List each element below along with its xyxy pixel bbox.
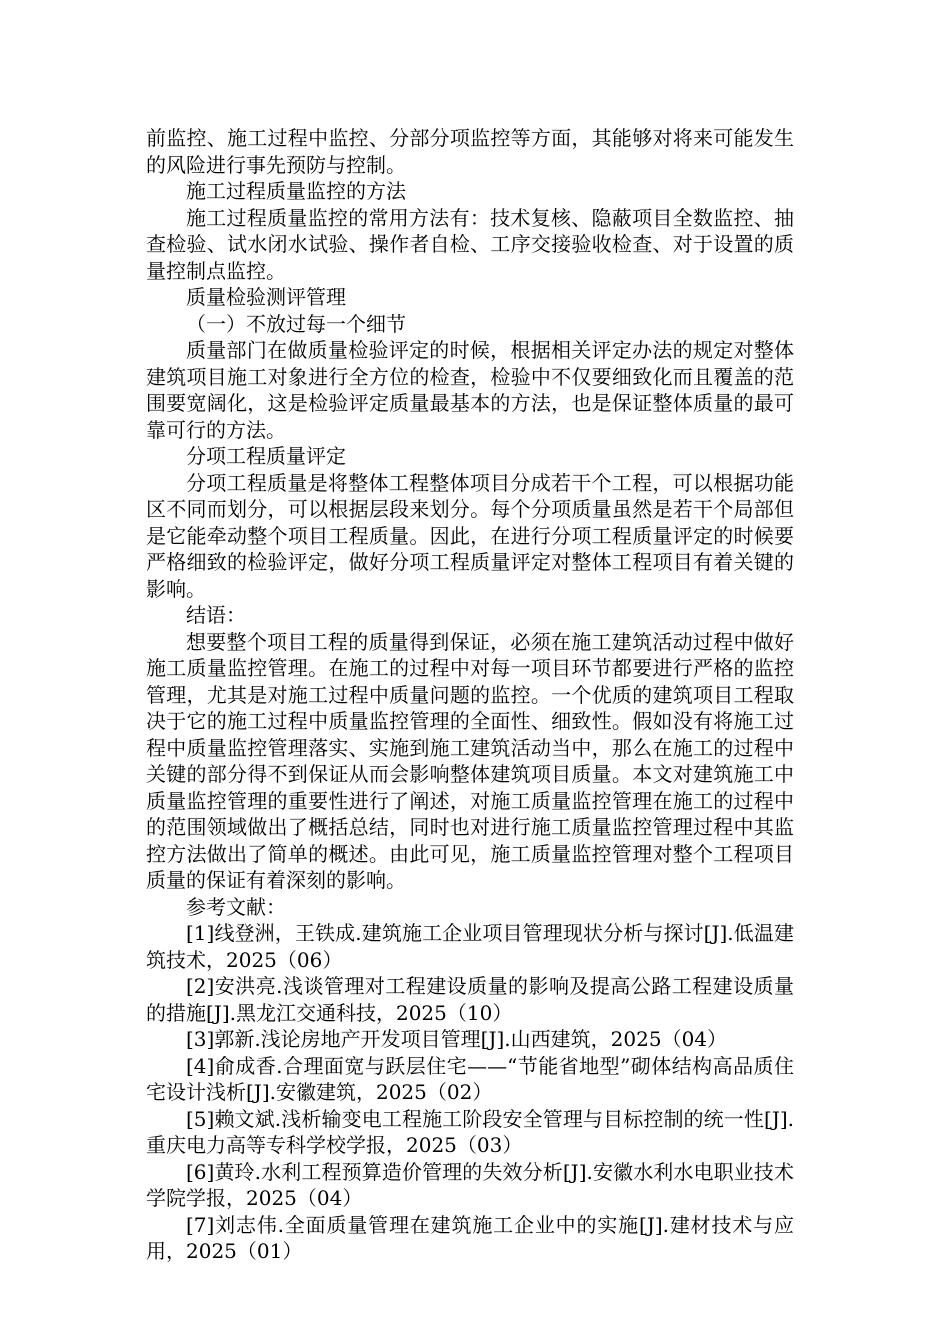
reference-item: [3]郭新.浅论房地产开发项目管理[J].山西建筑，2025（04） xyxy=(186,1027,728,1051)
heading-monitoring-method: 施工过程质量监控的方法 xyxy=(186,179,406,203)
paragraph-continued: 前监控、施工过程中监控、分部分项监控等方面，其能够对将来可能发生的风险进行事先预防与控制。 xyxy=(146,126,794,177)
reference-item: [4]俞成香.合理面宽与跃层住宅——“节能省地型”砌体结构高品质住宅设计浅析[J].安徽建筑，2025（02） xyxy=(146,1053,794,1104)
heading-every-detail: （一）不放过每一个细节 xyxy=(186,311,406,336)
reference-item: [6]黄玲.水利工程预算造价管理的失效分析[J].安徽水利水电职业技术学院学报，2025（04） xyxy=(146,1159,794,1210)
heading-conclusion: 结语： xyxy=(186,603,246,627)
reference-item: [5]赖文斌.浅析输变电工程施工阶段安全管理与目标控制的统一性[J].重庆电力高等专科学校学报，2025（03） xyxy=(146,1106,794,1157)
heading-references: 参考文献： xyxy=(186,894,286,919)
paragraph-subitem-evaluation: 分项工程质量是将整体工程整体项目分成若干个工程，可以根据功能区不同而划分，可以根据层段来划分。每个分项质量虽然是若干个局部但是它能牵动整个项目工程质量。因此，在进行分项工程质量评定的时候要严格细致的检验评定，做好分项工程质量评定对整体工程项目有着关键的影响。 xyxy=(146,470,794,601)
heading-subitem-evaluation: 分项工程质量评定 xyxy=(186,444,346,468)
reference-item: [2]安洪亮.浅谈管理对工程建设质量的影响及提高公路工程建设质量的措施[J].黑龙江交通科技，2025（10） xyxy=(146,974,794,1025)
paragraph-every-detail: 质量部门在做质量检验评定的时候，根据相关评定办法的规定对整体建筑项目施工对象进行全方位的检查，检验中不仅要细致化而且覆盖的范围要宽阔化，这是检验评定质量最基本的方法，也是保证整体质量的最可靠可行的方法。 xyxy=(146,338,794,442)
document-body xyxy=(146,125,794,1265)
paragraph-monitoring-method: 施工过程质量监控的常用方法有：技术复核、隐蔽项目全数监控、抽查检验、试水闭水试验、操作者自检、工序交接验收检查、对于设置的质量控制点监控。 xyxy=(146,205,794,283)
reference-item: [7]刘志伟.全面质量管理在建筑施工企业中的实施[J].建材技术与应用，2025（01） xyxy=(146,1212,794,1263)
reference-item: [1]线登洲，王铁成.建筑施工企业项目管理现状分析与探讨[J].低温建筑技术，2025（06） xyxy=(146,921,794,972)
heading-quality-inspection: 质量检验测评管理 xyxy=(186,285,346,309)
paragraph-conclusion: 想要整个项目工程的质量得到保证，必须在施工建筑活动过程中做好施工质量监控管理。在施工的过程中对每一项目环节都要进行严格的监控管理，尤其是对施工过程中质量问题的监控。一个优质的建筑项目工程取决于它的施工过程中质量监控管理的全面性、细致性。假如没有将施工过程中质量监控管理落实、实施到施工建筑活动当中，那么在施工的过程中关键的部分得不到保证从而会影响整体建筑项目质量。本文对建筑施工中质量监控管理的重要性进行了阐述，对施工质量监控管理在施工的过程中的范围领域做出了概括总结，同时也对进行施工质量监控管理过程中其监控方法做出了简单的概述。由此可见，施工质量监控管理对整个工程项目质量的保证有着深刻的影响。 xyxy=(146,629,794,892)
